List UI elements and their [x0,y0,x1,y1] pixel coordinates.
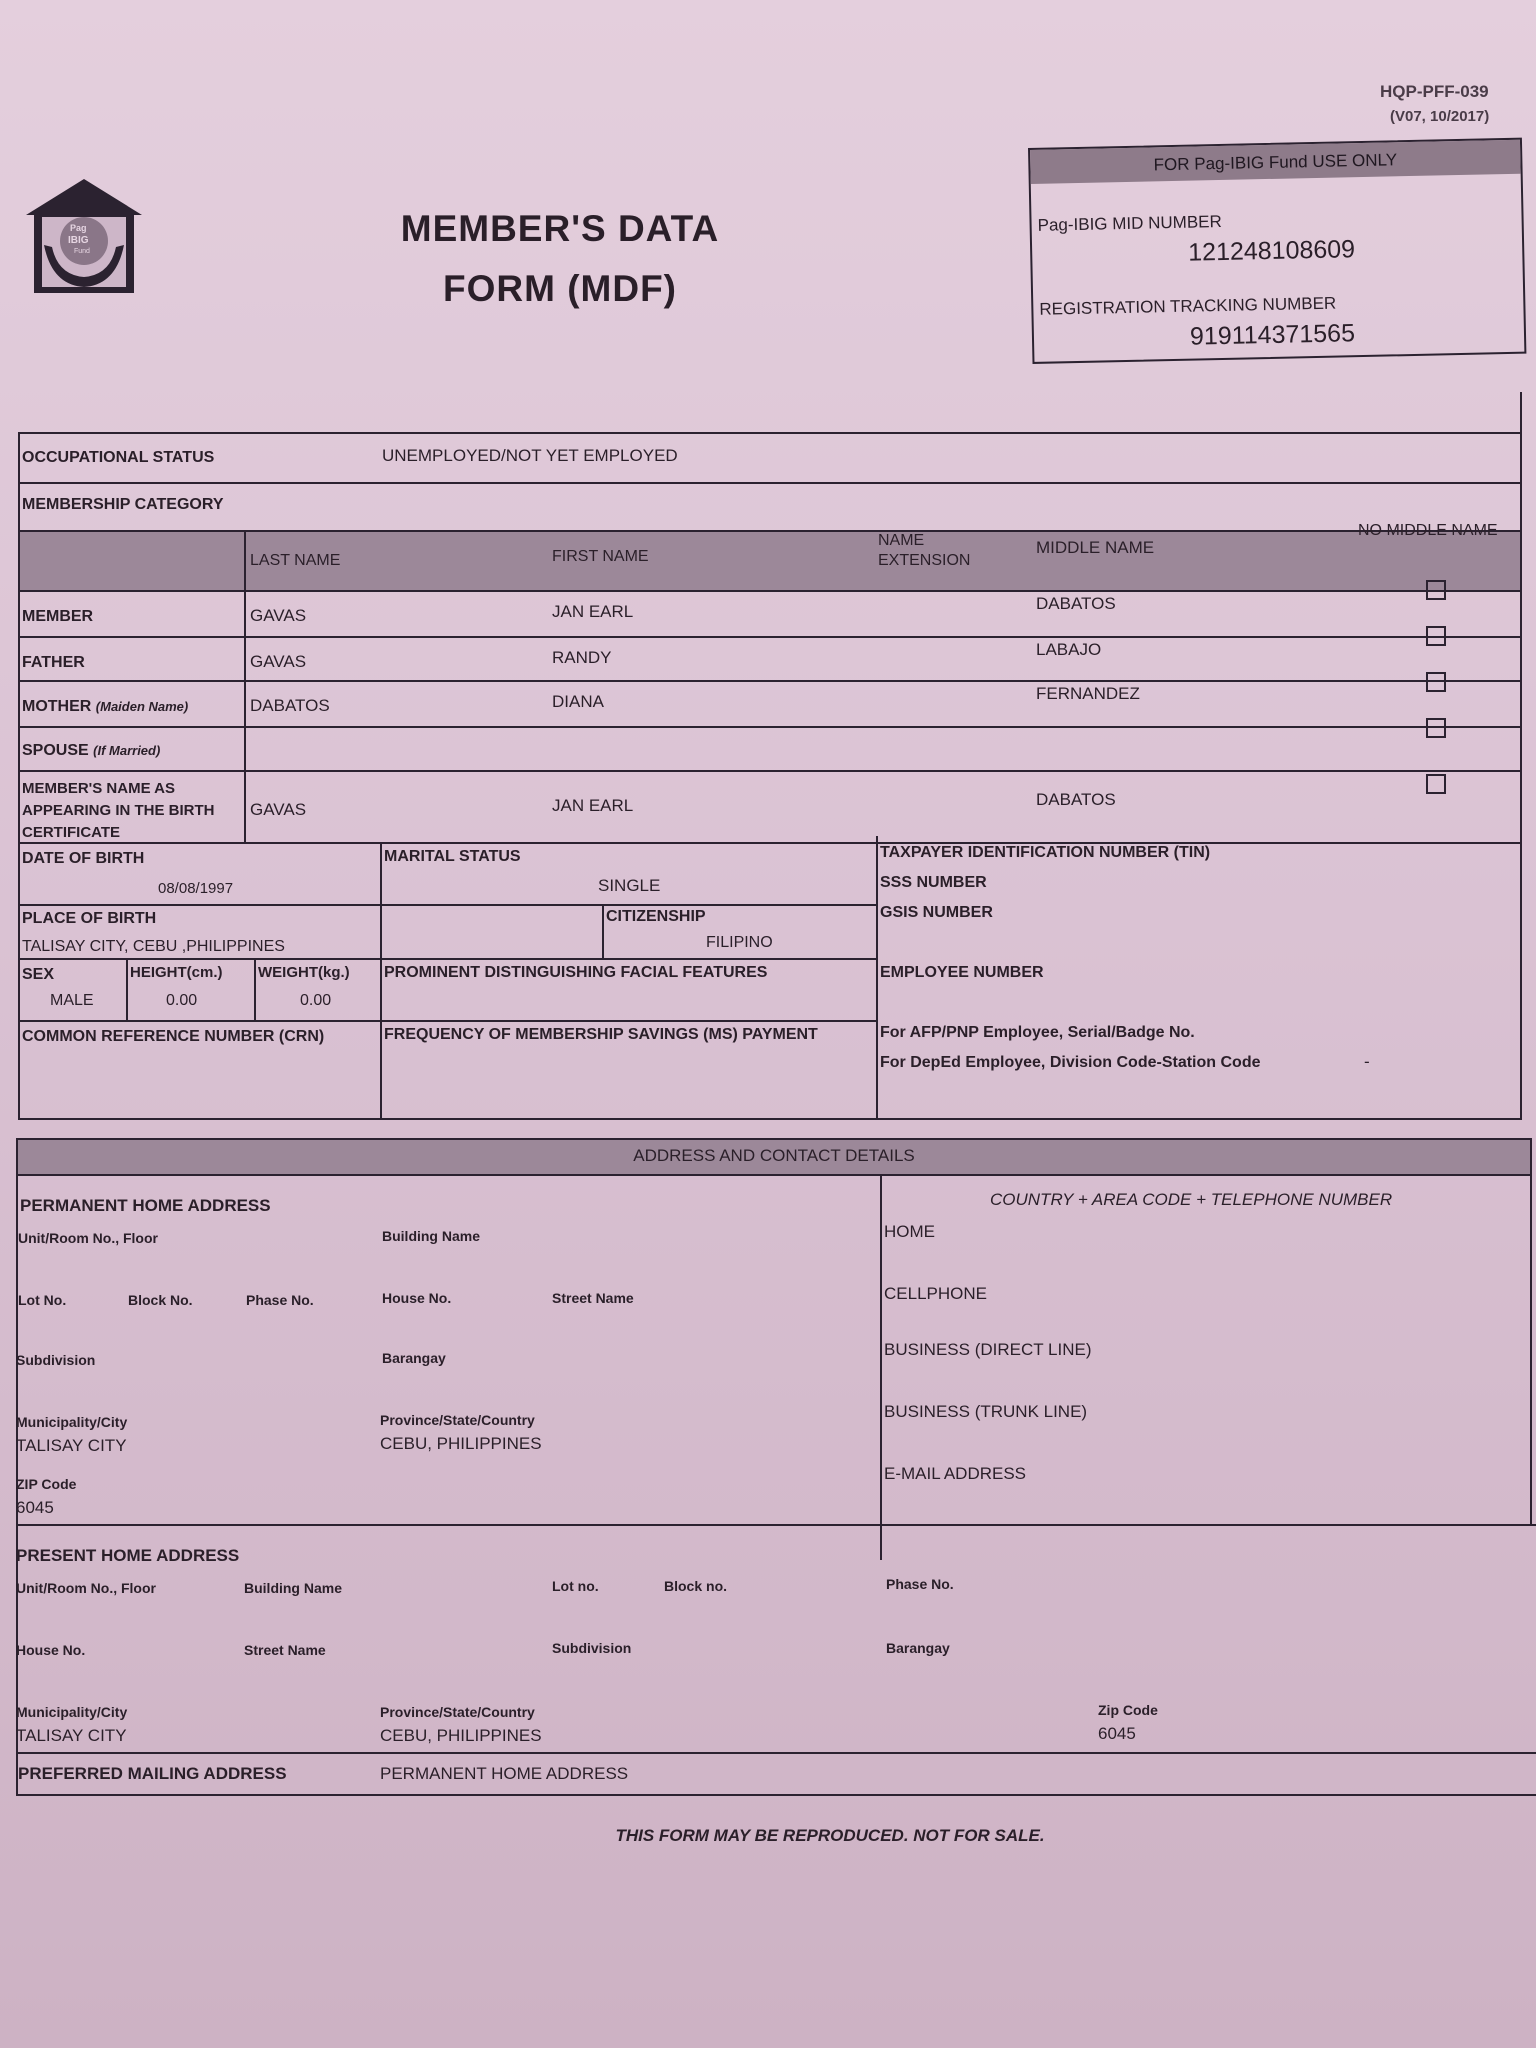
present-province-label: Province/State/Country [380,1704,535,1720]
citizenship-label: CITIZENSHIP [606,908,706,925]
sex-label: SEX [22,966,55,983]
present-block-label: Block no. [664,1578,728,1594]
mid-number-value: 121248108609 [1187,235,1356,267]
father-first-name: RANDY [552,648,612,667]
bc-first-name: JAN EARL [552,796,634,815]
employee-number-label: EMPLOYEE NUMBER [880,964,1044,981]
member-no-middle-checkbox[interactable] [1426,580,1446,600]
address-section [16,1138,1536,1798]
addr-rule-perm [16,1524,1536,1526]
ms-frequency-label: FREQUENCY OF MEMBERSHIP SAVINGS (MS) PAYMENT [384,1026,818,1043]
address-header: ADDRESS AND CONTACT DETAILS [633,1146,915,1165]
home-phone-label: HOME [884,1222,935,1241]
present-municipality-label: Municipality/City [16,1704,128,1720]
province-label: Province/State/Country [380,1412,535,1428]
crn-label: COMMON REFERENCE NUMBER (CRN) [22,1028,325,1045]
weight-value: 0.00 [300,992,332,1009]
facial-features-label: PROMINENT DISTINGUISHING FACIAL FEATURES [384,964,768,981]
tin-label: TAXPAYER IDENTIFICATION NUMBER (TIN) [880,844,1211,861]
marital-status-value: SINGLE [598,876,661,895]
bc-no-middle-checkbox[interactable] [1426,774,1446,794]
present-barangay-label: Barangay [886,1640,950,1656]
rule-bc [18,842,1522,844]
logo-text-top: Pag [70,223,87,233]
sss-label: SSS NUMBER [880,874,987,891]
rule-sex [126,958,128,1020]
deped-label: For DepEd Employee, Division Code-Station Code [880,1054,1261,1071]
mother-label-note: (Maiden Name) [95,699,189,714]
subdivision-label: Subdivision [16,1352,96,1368]
first-name-header: FIRST NAME [552,548,649,565]
mother-first-name: DIANA [552,692,604,711]
building-label: Building Name [382,1228,481,1244]
addr-rule-mid [880,1174,882,1560]
pob-label: PLACE OF BIRTH [22,910,157,927]
citizenship-value: FILIPINO [706,934,773,951]
barangay-label: Barangay [382,1350,446,1366]
rule-bottom [18,1118,1522,1120]
pagibig-logo-icon [22,175,146,299]
spouse-label-note: (If Married) [93,743,161,758]
present-street-label: Street Name [244,1642,326,1658]
addr-rule-present [16,1752,1536,1754]
present-house-label: House No. [16,1642,86,1658]
marital-status-label: MARITAL STATUS [384,848,521,865]
street-label: Street Name [552,1290,634,1306]
rule-col3 [876,836,878,1118]
member-row-label: MEMBER [22,608,94,625]
house-label: House No. [382,1290,452,1306]
membership-category-label: MEMBERSHIP CATEGORY [22,496,224,513]
rule-pob [18,958,878,960]
unit-label: Unit/Room No., Floor [18,1230,158,1246]
afp-pnp-label: For AFP/PNP Employee, Serial/Badge No. [880,1024,1195,1041]
father-row-label: FATHER [22,654,85,671]
dob-value: 08/08/1997 [158,880,234,897]
footer-text: THIS FORM MAY BE REPRODUCED. NOT FOR SALE. [615,1826,1045,1845]
block-label: Block No. [128,1292,193,1308]
business-trunk-label: BUSINESS (TRUNK LINE) [884,1402,1088,1421]
present-phase-label: Phase No. [886,1576,954,1592]
sex-value: MALE [50,992,94,1009]
last-name-header: LAST NAME [250,552,341,569]
dob-label: DATE OF BIRTH [22,850,145,867]
office-use-box [1028,138,1526,364]
mother-middle-name: FERNANDEZ [1036,684,1140,703]
rule-dob [18,904,878,906]
rule-mother [18,726,1522,728]
rule-member [18,636,1522,638]
mother-no-middle-checkbox[interactable] [1426,672,1446,692]
pob-value: TALISAY CITY, CEBU ,PHILIPPINES [22,938,285,955]
present-zip-label: Zip Code [1098,1702,1158,1718]
bc-name-label-3: CERTIFICATE [22,824,121,841]
rule-col2 [380,842,382,1118]
personal-data-section [18,392,1522,1122]
rule-father [18,680,1522,682]
height-label: HEIGHT(cm.) [130,964,223,981]
present-building-label: Building Name [244,1580,343,1596]
rule-height [254,958,256,1020]
height-value: 0.00 [166,992,198,1009]
rule-right [1520,392,1522,1118]
rule-sex-row [18,1020,878,1022]
municipality-label: Municipality/City [16,1414,128,1430]
father-middle-name: LABAJO [1036,640,1102,659]
present-subdivision-label: Subdivision [552,1640,632,1656]
rule-occ [18,482,1522,484]
province-value: CEBU, PHILIPPINES [380,1434,542,1453]
mailing-address-label: PREFERRED MAILING ADDRESS [18,1764,287,1783]
form-footer [0,1826,1536,1846]
form-title-line1: MEMBER'S DATA [400,208,720,249]
present-unit-label: Unit/Room No., Floor [16,1580,156,1596]
logo-text-bot: Fund [74,248,90,255]
spouse-label-text: SPOUSE [22,742,89,759]
mother-label-text: MOTHER [22,698,92,715]
office-use-header: FOR Pag-IBIG Fund USE ONLY [1153,150,1398,175]
form-version: (V07, 10/2017) [1390,108,1490,125]
rule-label-col [244,532,246,842]
present-lot-label: Lot no. [552,1578,599,1594]
spouse-no-middle-checkbox[interactable] [1426,718,1446,738]
spouse-row-label [22,742,160,760]
municipality-value: TALISAY CITY [16,1436,127,1455]
rtn-label: REGISTRATION TRACKING NUMBER [1039,293,1337,319]
rtn-value: 919114371565 [1189,319,1356,351]
addr-rule-top [16,1138,1532,1140]
middle-name-header: MIDDLE NAME [1036,538,1155,557]
deped-value: - [1364,1052,1370,1071]
cellphone-label: CELLPHONE [884,1284,987,1303]
mid-number-label: Pag-IBIG MID NUMBER [1037,211,1222,235]
business-direct-label: BUSINESS (DIRECT LINE) [884,1340,1092,1359]
addr-rule-right [1530,1138,1532,1524]
permanent-address-title: PERMANENT HOME ADDRESS [20,1196,271,1215]
present-municipality-value: TALISAY CITY [16,1726,127,1745]
present-address-title: PRESENT HOME ADDRESS [16,1546,240,1565]
mother-row-label [22,698,188,716]
rule-citizen [602,904,604,958]
bc-last-name: GAVAS [250,800,307,819]
name-extension-header-2: EXTENSION [878,552,971,569]
form-title-line2: FORM (MDF) [443,268,677,309]
lot-label: Lot No. [18,1292,67,1308]
bc-name-label-2: APPEARING IN THE BIRTH [22,802,215,819]
form-code: HQP-PFF-039 [1380,82,1489,101]
member-last-name: GAVAS [250,606,307,625]
present-zip-value: 6045 [1098,1724,1136,1743]
gsis-label: GSIS NUMBER [880,904,993,921]
no-middle-name-header: NO MIDDLE NAME [1358,522,1498,539]
mother-last-name: DABATOS [250,696,330,715]
member-middle-name: DABATOS [1036,594,1116,613]
email-label: E-MAIL ADDRESS [884,1464,1027,1483]
father-no-middle-checkbox[interactable] [1426,626,1446,646]
bc-name-label-1: MEMBER'S NAME AS [22,780,176,797]
phone-header: COUNTRY + AREA CODE + TELEPHONE NUMBER [990,1190,1393,1209]
logo-text-mid: IBIG [68,235,89,246]
rule-spouse [18,770,1522,772]
zip-label: ZIP Code [16,1476,77,1492]
addr-rule-header [16,1174,1532,1176]
father-last-name: GAVAS [250,652,307,671]
member-first-name: JAN EARL [552,602,634,621]
occupational-status-label: OCCUPATIONAL STATUS [22,449,215,466]
bc-middle-name: DABATOS [1036,790,1116,809]
occupational-status-value: UNEMPLOYED/NOT YET EMPLOYED [382,446,678,465]
present-province-value: CEBU, PHILIPPINES [380,1726,542,1745]
addr-rule-bottom [16,1794,1536,1796]
zip-value: 6045 [16,1498,54,1517]
weight-label: WEIGHT(kg.) [258,964,350,981]
rule-top [18,432,1522,434]
mailing-address-value: PERMANENT HOME ADDRESS [380,1764,629,1783]
name-extension-header-1: NAME [878,532,925,549]
phase-label: Phase No. [246,1292,314,1308]
